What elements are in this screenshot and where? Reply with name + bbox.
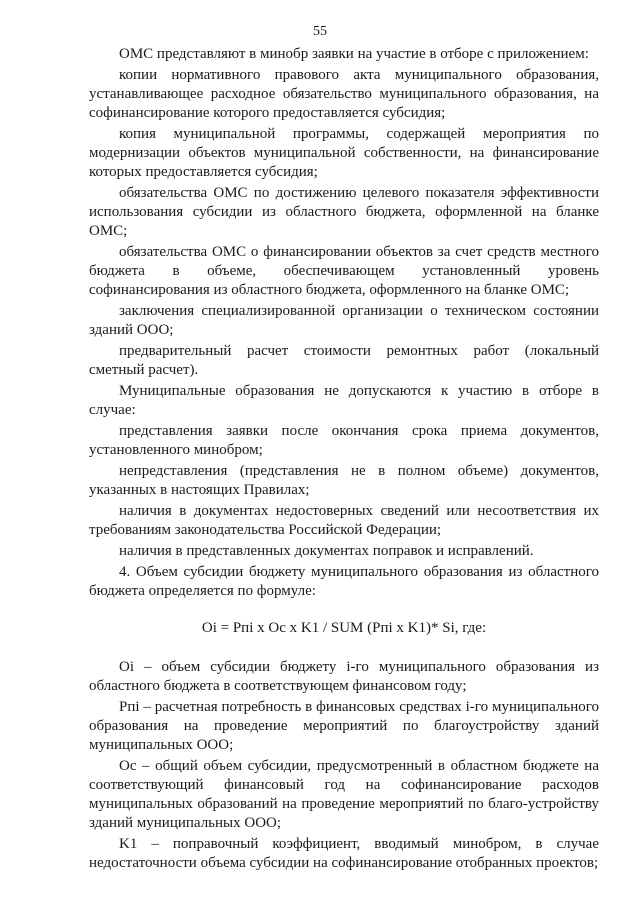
paragraph: предварительный расчет стоимости ремонтных работ (локальный сметный расчет). xyxy=(89,343,599,378)
page-number: 55 xyxy=(313,24,327,39)
document-body xyxy=(89,45,599,875)
definition-paragraph: Oi – объем субсидии бюджету i-го муниципального образования из областного бюджета в соответствующем финансовом году; xyxy=(89,659,599,694)
paragraph: наличия в представленных документах поправок и исправлений. xyxy=(119,543,534,559)
definition-paragraph: K1 – поправочный коэффициент, вводимый минобром, в случае недостаточности объема субсидии на софинансирование отобранных проектов; xyxy=(89,836,599,871)
paragraph: обязательства ОМС по достижению целевого показателя эффективности использования субсидии из областного бюджета, оформленной на бланке ОМС; xyxy=(89,185,599,239)
paragraph: ОМС представляют в минобр заявки на участие в отборе с приложением: xyxy=(119,46,589,62)
subsidy-formula: Oi = Рпi x Oc x K1 / SUM (Рпi x K1)* Si, где: xyxy=(201,620,487,636)
paragraph: представления заявки после окончания срока приема документов, установленного минобром; xyxy=(89,423,599,458)
paragraph: 4. Объем субсидии бюджету муниципального образования из областного бюджета определяется по формуле: xyxy=(89,564,599,599)
paragraph: наличия в документах недостоверных сведений или несоответствия их требованиям законодательства Российской Федерации; xyxy=(89,503,599,538)
paragraph: непредставления (представления не в полном объеме) документов, указанных в настоящих Правилах; xyxy=(89,463,599,498)
paragraph: копия муниципальной программы, содержащей мероприятия по модернизации объектов муниципальной собственности, на финансирование которых предоставляется субсидия; xyxy=(89,126,599,180)
paragraph: обязательства ОМС о финансировании объектов за счет средств местного бюджета в объеме, обеспечивающем установленный уровень софинансирования из областного бюджета, оформленного на бланке ОМС; xyxy=(89,244,599,298)
paragraph: копии нормативного правового акта муниципального образования, устанавливающее расходное обязательство муниципального образования, на софинансирование которого предоставляется субсидия; xyxy=(89,67,599,121)
paragraph: заключения специализированной организации о техническом состоянии зданий ООО; xyxy=(89,303,599,338)
definition-paragraph: Ос – общий объем субсидии, предусмотренный в областном бюджете на соответствующий финансовый год на софинансирование расходов муниципальных образований на проведение мероприятий по благо-устройству зданий муниципальных ООО; xyxy=(89,758,599,831)
paragraph: Муниципальные образования не допускаются к участию в отборе в случае: xyxy=(89,383,599,418)
definition-paragraph: Рпi – расчетная потребность в финансовых средствах i-го муниципального образования на проведение мероприятий по благоустройству зданий муниципальных ООО; xyxy=(89,699,599,753)
